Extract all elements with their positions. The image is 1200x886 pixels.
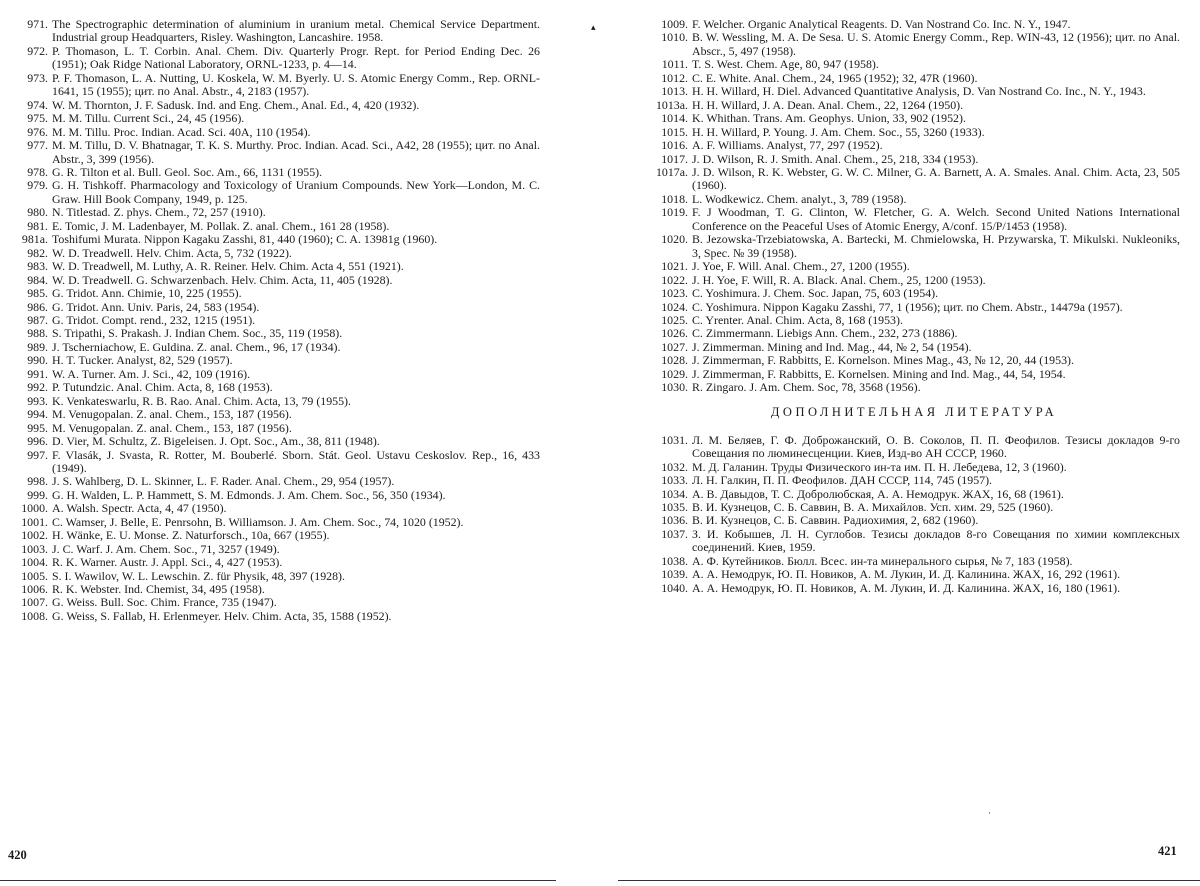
reference-entry: [648, 582, 1180, 595]
reference-entry: [648, 301, 1180, 314]
reference-text: Toshifumi Murata. Nippon Kagaku Zasshi, 81, 440 (1960); C. A. 13981g (1960).: [52, 232, 438, 247]
reference-entry: [648, 314, 1180, 327]
reference-entry: [10, 166, 540, 179]
reference-text: M. M. Tillu. Proc. Indian. Acad. Sci. 40A, 110 (1954).: [52, 124, 311, 139]
reference-text: S. I. Wawilov, W. L. Lewschin. Z. für Physik, 48, 397 (1928).: [52, 568, 345, 583]
reference-text: H. Wänke, E. U. Monse. Z. Naturforsch., 10a, 667 (1955).: [52, 528, 330, 543]
reference-entry: [10, 449, 540, 476]
reference-number: 1036.: [661, 513, 688, 528]
reference-number: 980.: [27, 205, 48, 220]
reference-text: C. Yoshimura. Nippon Kagaku Zasshi, 77, 1 (1956); цит. по Chem. Abstr., 14479a (1957).: [692, 299, 1123, 314]
reference-entry: [10, 435, 540, 448]
reference-number: 983.: [27, 259, 48, 274]
reference-text: J. D. Wilson, R. K. Webster, G. W. C. Milner, G. A. Barnett, A. A. Smales. Anal. Chim. Acta, 23, 505 (1960).: [692, 164, 1180, 193]
reference-number: 973.: [27, 70, 48, 85]
reference-text: W. M. Thornton, J. F. Sadusk. Ind. and Eng. Chem., Anal. Ed., 4, 420 (1932).: [52, 97, 420, 112]
reference-number: 1026.: [661, 326, 688, 341]
reference-text: А. Ф. Кутейников. Бюлл. Всес. ин-та минерального сырья, № 7, 183 (1958).: [692, 553, 1073, 568]
reference-entry: [10, 368, 540, 381]
reference-entry: [10, 516, 540, 529]
reference-text: H. H. Willard, H. Diel. Advanced Quantitative Analysis, D. Van Nostrand Co. Inc., N. Y., 1943.: [692, 84, 1146, 99]
reference-text: R. Zingaro. J. Am. Chem. Soc, 78, 3568 (1956).: [692, 380, 921, 395]
reference-entry: [648, 233, 1180, 260]
reference-text: L. Wodkewicz. Chem. analyt., 3, 789 (1958).: [692, 191, 907, 206]
reference-number: 1014.: [661, 111, 688, 126]
reference-text: W. A. Turner. Am. J. Sci., 42, 109 (1916).: [52, 366, 251, 381]
reference-number: 1040.: [661, 580, 688, 595]
reference-number: 1027.: [661, 339, 688, 354]
reference-number: 1023.: [661, 286, 688, 301]
reference-entry: [648, 153, 1180, 166]
reference-text: A. Walsh. Spectr. Acta, 4, 47 (1950).: [52, 501, 227, 516]
reference-entry: [10, 489, 540, 502]
reference-entry: [10, 274, 540, 287]
reference-number: 1039.: [661, 567, 688, 582]
reference-entry: [10, 570, 540, 583]
reference-text: M. M. Tillu. Current Sci., 24, 45 (1956).: [52, 111, 245, 126]
reference-text: J. D. Wilson, R. J. Smith. Anal. Chem., 25, 218, 334 (1953).: [692, 151, 979, 166]
reference-text: А. А. Немодрук, Ю. П. Новиков, А. М. Лукин, И. Д. Калинина. ЖАХ, 16, 292 (1961).: [692, 567, 1121, 582]
reference-text: P. Thomason, L. T. Corbin. Anal. Chem. Div. Quarterly Progr. Rept. for Period Ending Dec. 26 (1951); Oak Ridge National Laboratory, ORNL-1233, p. 4—14.: [52, 43, 540, 72]
reference-entry: [648, 327, 1180, 340]
reference-number: 1000.: [21, 501, 48, 516]
reference-text: C. Zimmermann. Liebigs Ann. Chem., 232, 273 (1886).: [692, 326, 958, 341]
reference-entry: [648, 99, 1180, 112]
reference-text: J. Yoe, F. Will. Anal. Chem., 27, 1200 (1955).: [692, 259, 910, 274]
reference-entry: [648, 368, 1180, 381]
reference-number: 976.: [27, 124, 48, 139]
reference-entry: [10, 99, 540, 112]
reference-number: 1018.: [661, 191, 688, 206]
reference-number: 1002.: [21, 528, 48, 543]
reference-entry: [10, 475, 540, 488]
reference-entry: [648, 260, 1180, 273]
reference-text: C. Yrenter. Anal. Chim. Acta, 8, 168 (1953).: [692, 312, 903, 327]
reference-text: H. H. Willard, J. A. Dean. Anal. Chem., 22, 1264 (1950).: [692, 97, 964, 112]
reference-entry: [648, 166, 1180, 193]
reference-text: G. R. Tilton et al. Bull. Geol. Soc. Am., 66, 1131 (1955).: [52, 164, 323, 179]
reference-number: 984.: [27, 272, 48, 287]
reference-text: A. F. Williams. Analyst, 77, 297 (1952).: [692, 138, 883, 153]
reference-text: The Spectrographic determination of aluminium in uranium metal. Chemical Service Department. Industrial group Headquarters, Risley. Washington, Lancashire. 1958.: [52, 17, 540, 45]
reference-entry: [648, 18, 1180, 31]
reference-number: 993.: [27, 393, 48, 408]
reference-entry: [648, 85, 1180, 98]
right-page: [648, 18, 1180, 595]
reference-entry: [648, 528, 1180, 555]
reference-number: 986.: [27, 299, 48, 314]
reference-entry: [10, 596, 540, 609]
reference-entry: [10, 408, 540, 421]
reference-number: 1016.: [661, 138, 688, 153]
reference-number: 994.: [27, 407, 48, 422]
reference-text: C. Yoshimura. J. Chem. Soc. Japan, 75, 603 (1954).: [692, 286, 939, 301]
reference-text: J. H. Yoe, F. Will, R. A. Black. Anal. Chem., 25, 1200 (1953).: [692, 272, 986, 287]
reference-number: 1037.: [661, 526, 688, 541]
reference-text: Л. М. Беляев, Г. Ф. Доброжанский, О. В. Соколов, П. П. Феофилов. Тезисы докладов 9-го Совещания по люминесценции. Киев, Изд-во АН СССР, 1960.: [692, 432, 1180, 461]
reference-entry: [648, 488, 1180, 501]
reference-entry: [10, 341, 540, 354]
reference-text: C. E. White. Anal. Chem., 24, 1965 (1952); 32, 47R (1960).: [692, 70, 978, 85]
reference-entry: [10, 126, 540, 139]
reference-text: G. Tridot. Ann. Chimie, 10, 225 (1955).: [52, 286, 242, 301]
reference-text: G. Weiss. Bull. Soc. Chim. France, 735 (1947).: [52, 595, 277, 610]
reference-number: 979.: [27, 178, 48, 193]
reference-entry: [648, 193, 1180, 206]
reference-number: 1003.: [21, 541, 48, 556]
reference-number: 974.: [27, 97, 48, 112]
reference-text: А. В. Давыдов, Т. С. Добролюбская, А. А. Немодрук. ЖАХ, 16, 68 (1961).: [692, 486, 1064, 501]
reference-number: 1015.: [661, 124, 688, 139]
reference-entry: [648, 274, 1180, 287]
reference-entry: [648, 555, 1180, 568]
reference-number: 1007.: [21, 595, 48, 610]
page-bottom-rule-right: [618, 880, 1200, 881]
reference-number: 999.: [27, 487, 48, 502]
page-bottom-rule-left: [0, 880, 556, 881]
reference-entry: [648, 474, 1180, 487]
reference-text: F. Vlasák, J. Svasta, R. Rotter, M. Bouberlé. Sborn. Stát. Geol. Ustavu Ceskoslov. Rep., 16, 433 (1949).: [52, 447, 540, 475]
reference-text: B. Jezowska-Trzebiatowska, A. Bartecki, M. Chmielowska, H. Przywarska, T. Mikulski. Nukleoniks, 3, Spec. № 39 (1958).: [692, 232, 1180, 260]
reference-number: 1032.: [661, 459, 688, 474]
reference-number: 1022.: [661, 272, 688, 287]
reference-number: 982.: [27, 245, 48, 260]
reference-number: 1035.: [661, 499, 688, 514]
reference-entry: [10, 45, 540, 72]
reference-text: G. Tridot. Ann. Univ. Paris, 24, 583 (1954).: [52, 299, 260, 314]
reference-text: J. Tscherniachow, E. Guldina. Z. anal. Chem., 96, 17 (1934).: [52, 339, 341, 354]
reference-number: 1009.: [661, 17, 688, 31]
reference-number: 1033.: [661, 473, 688, 488]
reference-entry: [648, 341, 1180, 354]
print-mark: ▴: [591, 22, 596, 32]
reference-entry: [648, 206, 1180, 233]
reference-text: А. А. Немодрук, Ю. П. Новиков, А. М. Лукин, И. Д. Калинина. ЖАХ, 16, 180 (1961).: [692, 580, 1121, 595]
reference-number: 989.: [27, 339, 48, 354]
reference-number: 996.: [27, 434, 48, 449]
reference-number: 1038.: [661, 553, 688, 568]
reference-number: 991.: [27, 366, 48, 381]
reference-entry: [648, 461, 1180, 474]
reference-text: M. Venugopalan. Z. anal. Chem., 153, 187 (1956).: [52, 407, 292, 422]
reference-number: 1020.: [661, 232, 688, 247]
reference-number: 1013.: [661, 84, 688, 99]
reference-text: M. Venugopalan. Z. anal. Chem., 153, 187 (1956).: [52, 420, 292, 435]
reference-text: J. C. Warf. J. Am. Chem. Soc., 71, 3257 (1949).: [52, 541, 280, 556]
reference-entry: [10, 220, 540, 233]
reference-entry: [648, 501, 1180, 514]
reference-text: M. M. Tillu, D. V. Bhatnagar, T. K. S. Murthy. Proc. Indian. Acad. Sci., A42, 28 (1955); цит. по Anal. Abstr., 3, 399 (1956).: [52, 138, 540, 166]
reference-text: Л. Н. Галкин, П. П. Феофилов. ДАН СССР, 114, 745 (1957).: [692, 473, 993, 488]
reference-number: 1021.: [661, 259, 688, 274]
reference-number: 981.: [27, 218, 48, 233]
reference-number: 987.: [27, 312, 48, 327]
reference-number: 977.: [27, 138, 48, 153]
reference-number: 998.: [27, 474, 48, 489]
reference-number: 981a.: [21, 232, 48, 247]
reference-number: 1017a.: [655, 164, 688, 179]
reference-number: 997.: [27, 447, 48, 462]
reference-text: P. F. Thomason, L. A. Nutting, U. Koskela, W. M. Byerly. U. S. Atomic Energy Comm., Rep. ORNL-1641, 15 (1955); цит. по Anal. Abstr., 4, 2183 (1957).: [52, 70, 540, 99]
reference-text: W. D. Treadwell. G. Schwarzenbach. Helv. Chim. Acta, 11, 405 (1928).: [52, 272, 393, 287]
reference-number: 1001.: [21, 514, 48, 529]
reference-number: 975.: [27, 111, 48, 126]
reference-entry: [648, 139, 1180, 152]
reference-number: 1034.: [661, 486, 688, 501]
reference-entry: [10, 327, 540, 340]
reference-number: 1031.: [661, 432, 688, 447]
reference-text: F. J Woodman, T. G. Clinton, W. Fletcher, G. A. Welch. Second United Nations International Conference on the Peaceful Uses of Atomic Energy, A/conf. 15/P/1453 (1958).: [692, 205, 1180, 233]
reference-text: В. И. Кузнецов, С. Б. Саввин, В. А. Михайлов. Усп. хим. 29, 525 (1960).: [692, 499, 1054, 514]
reference-number: 1025.: [661, 312, 688, 327]
page-number-right: 421: [1158, 844, 1177, 858]
reference-entry: [10, 314, 540, 327]
reference-text: R. K. Webster. Ind. Chemist, 34, 495 (1958).: [52, 582, 265, 597]
reference-text: J. S. Wahlberg, D. L. Skinner, L. F. Rader. Anal. Chem., 29, 954 (1957).: [52, 474, 395, 489]
section-title: ДОПОЛНИТЕЛЬНАЯ ЛИТЕРАТУРА: [770, 404, 1058, 419]
reference-number: 988.: [27, 326, 48, 341]
reference-text: G. H. Walden, L. P. Hammett, S. M. Edmonds. J. Am. Chem. Soc., 56, 350 (1934).: [52, 487, 446, 502]
reference-entry: [10, 610, 540, 623]
reference-text: R. K. Warner. Austr. J. Appl. Sci., 4, 427 (1953).: [52, 555, 283, 570]
reference-entry: [648, 72, 1180, 85]
reference-text: N. Titlestad. Z. phys. Chem., 72, 257 (1910).: [52, 205, 266, 220]
reference-entry: [648, 568, 1180, 581]
reference-number: 985.: [27, 286, 48, 301]
reference-number: 1029.: [661, 366, 688, 381]
reference-text: C. Wamser, J. Belle, E. Penrsohn, B. Williamson. J. Am. Chem. Soc., 74, 1020 (1952).: [52, 514, 464, 529]
reference-number: 1008.: [21, 608, 48, 623]
reference-entry: [10, 179, 540, 206]
reference-number: 1006.: [21, 582, 48, 597]
reference-entry: [10, 354, 540, 367]
reference-number: 1024.: [661, 299, 688, 314]
reference-text: W. D. Treadwell, M. Luthy, A. R. Reiner. Helv. Chim. Acta 4, 551 (1921).: [52, 259, 404, 274]
reference-entry: [10, 260, 540, 273]
reference-number: 972.: [27, 43, 48, 58]
reference-number: 1028.: [661, 353, 688, 368]
reference-number: 978.: [27, 164, 48, 179]
reference-entry: [648, 126, 1180, 139]
reference-entry: [648, 514, 1180, 527]
right-reference-list: [648, 18, 1180, 395]
reference-entry: [10, 301, 540, 314]
reference-text: K. Venkateswarlu, R. B. Rao. Anal. Chim. Acta, 13, 79 (1955).: [52, 393, 351, 408]
reference-text: H. H. Willard, P. Young. J. Am. Chem. Soc., 55, 3260 (1933).: [692, 124, 985, 139]
reference-entry: [648, 31, 1180, 58]
reference-text: T. S. West. Chem. Age, 80, 947 (1958).: [692, 57, 879, 72]
reference-entry: [10, 72, 540, 99]
reference-number: 1012.: [661, 70, 688, 85]
reference-text: З. И. Кобышев, Л. Н. Суглобов. Тезисы докладов 8-го Совещания по химии комплексных соединений. Киев, 1959.: [692, 526, 1180, 555]
reference-number: 1005.: [21, 568, 48, 583]
reference-entry: [10, 18, 540, 45]
reference-number: 971.: [27, 17, 48, 31]
page-number-left: 420: [8, 848, 27, 862]
reference-number: 992.: [27, 380, 48, 395]
reference-entry: [10, 583, 540, 596]
reference-text: G. Tridot. Compt. rend., 232, 1215 (1951).: [52, 312, 256, 327]
reference-number: 995.: [27, 420, 48, 435]
reference-entry: [648, 287, 1180, 300]
reference-entry: [10, 247, 540, 260]
reference-entry: [648, 381, 1180, 394]
reference-text: S. Tripathi, S. Prakash. J. Indian Chem. Soc., 35, 119 (1958).: [52, 326, 343, 341]
reference-entry: [10, 502, 540, 515]
reference-text: F. Welcher. Organic Analytical Reagents. D. Van Nostrand Co. Inc. N. Y., 1947.: [692, 17, 1071, 31]
reference-number: 1019.: [661, 205, 688, 220]
reference-text: J. Zimmerman. Mining and Ind. Mag., 44, № 2, 54 (1954).: [692, 339, 972, 354]
reference-entry: [10, 287, 540, 300]
reference-text: G. H. Tishkoff. Pharmacology and Toxicology of Uranium Compounds. New York—London, M. C. Graw. Hill Book Company, 1949, p. 125.: [52, 178, 540, 206]
reference-text: K. Whithan. Trans. Am. Geophys. Union, 33, 902 (1952).: [692, 111, 966, 126]
reference-number: 1030.: [661, 380, 688, 395]
reference-text: B. W. Wessling, M. A. De Sesa. U. S. Atomic Energy Comm., Rep. WIN-43, 12 (1956); цит. по Anal. Abscr., 5, 497 (1958).: [692, 30, 1180, 58]
reference-number: 1017.: [661, 151, 688, 166]
reference-text: P. Tutundzic. Anal. Chim. Acta, 8, 168 (1953).: [52, 380, 273, 395]
reference-entry: [10, 556, 540, 569]
reference-text: В. И. Кузнецов, С. Б. Саввин. Радиохимия, 2, 682 (1960).: [692, 513, 979, 528]
reference-entry: [10, 206, 540, 219]
reference-number: 1011.: [661, 57, 688, 72]
reference-text: М. Д. Галанин. Труды Физического ин-та им. П. Н. Лебедева, 12, 3 (1960).: [692, 459, 1067, 474]
reference-number: 1004.: [21, 555, 48, 570]
reference-entry: [10, 112, 540, 125]
reference-text: E. Tomic, J. M. Ladenbayer, M. Pollak. Z. anal. Chem., 161 28 (1958).: [52, 218, 390, 233]
reference-number: 1010.: [661, 30, 688, 45]
reference-entry: [10, 381, 540, 394]
reference-entry: [10, 233, 540, 246]
reference-text: W. D. Treadwell. Helv. Chim. Acta, 5, 732 (1922).: [52, 245, 292, 260]
reference-entry: [648, 58, 1180, 71]
reference-entry: [648, 112, 1180, 125]
left-page: [10, 18, 540, 623]
left-reference-list: [10, 18, 540, 623]
reference-entry: [648, 434, 1180, 461]
reference-text: J. Zimmerman, F. Rabbitts, E. Kornelsen. Mining and Ind. Mag., 44, 54, 1954.: [692, 366, 1066, 381]
reference-text: G. Weiss, S. Fallab, H. Erlenmeyer. Helv. Chim. Acta, 35, 1588 (1952).: [52, 608, 392, 623]
reference-entry: [10, 422, 540, 435]
reference-text: H. T. Tucker. Analyst, 82, 529 (1957).: [52, 353, 233, 368]
additional-reference-list: [648, 434, 1180, 595]
reference-number: 990.: [27, 353, 48, 368]
reference-number: 1013a.: [655, 97, 688, 112]
reference-entry: [10, 543, 540, 556]
reference-entry: [10, 139, 540, 166]
reference-text: D. Vier, M. Schultz, Z. Bigeleisen. J. Opt. Soc., Am., 38, 811 (1948).: [52, 434, 380, 449]
print-mark: ·: [988, 808, 991, 818]
reference-entry: [648, 354, 1180, 367]
reference-entry: [10, 529, 540, 542]
reference-entry: [10, 395, 540, 408]
reference-text: J. Zimmerman, F. Rabbitts, E. Kornelson. Mines Mag., 43, № 12, 20, 44 (1953).: [692, 353, 1074, 368]
